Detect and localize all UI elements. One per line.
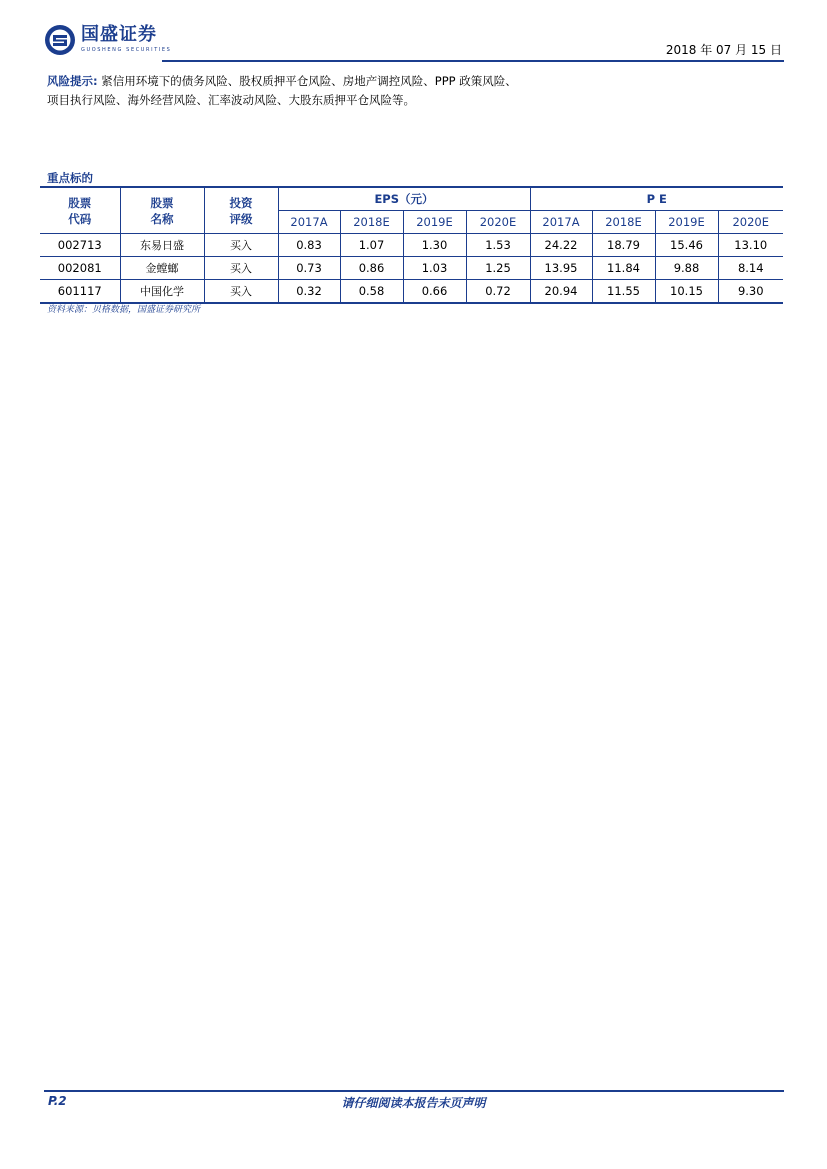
eps-year-header: 2018E xyxy=(340,211,403,234)
eps-value: 1.07 xyxy=(340,234,403,257)
disclaimer-note: 请仔细阅读本报告末页声明 xyxy=(341,1096,486,1110)
key-stocks-table xyxy=(40,186,783,304)
header-pe: P E xyxy=(530,187,783,211)
eps-year-header: 2019E xyxy=(403,211,466,234)
table-row xyxy=(40,280,783,304)
stock-name: 金螳螂 xyxy=(120,257,204,280)
table-title: 重点标的 xyxy=(47,171,93,185)
eps-year-header: 2020E xyxy=(466,211,530,234)
risk-warning xyxy=(47,72,517,110)
eps-value: 0.73 xyxy=(278,257,340,280)
pe-value: 11.84 xyxy=(592,257,655,280)
pe-value: 20.94 xyxy=(530,280,592,304)
pe-value: 13.95 xyxy=(530,257,592,280)
header-divider xyxy=(162,60,784,62)
logo-subtitle: GUOSHENG SECURITIES xyxy=(81,47,172,53)
table-source: 资料来源：贝格数据，国盛证券研究所 xyxy=(47,305,201,315)
pe-year-header: 2019E xyxy=(655,211,718,234)
eps-value: 0.86 xyxy=(340,257,403,280)
stock-name: 东易日盛 xyxy=(120,234,204,257)
eps-year-header: 2017A xyxy=(278,211,340,234)
risk-label: 风险提示: xyxy=(47,74,98,88)
pe-year-header: 2020E xyxy=(718,211,783,234)
pe-value: 11.55 xyxy=(592,280,655,304)
stock-rating: 买入 xyxy=(204,280,278,304)
pe-year-header: 2017A xyxy=(530,211,592,234)
company-logo xyxy=(44,24,171,56)
pe-value: 10.15 xyxy=(655,280,718,304)
eps-value: 0.32 xyxy=(278,280,340,304)
pe-year-header: 2018E xyxy=(592,211,655,234)
guosheng-logo-icon xyxy=(44,24,76,56)
logo-name: 国盛证券 xyxy=(81,24,157,45)
pe-value: 9.88 xyxy=(655,257,718,280)
eps-value: 1.53 xyxy=(466,234,530,257)
stock-rating: 买入 xyxy=(204,234,278,257)
stock-code: 002081 xyxy=(40,257,120,280)
eps-value: 0.58 xyxy=(340,280,403,304)
report-date: 2018 年 07 月 15 日 xyxy=(665,43,782,57)
pe-value: 15.46 xyxy=(655,234,718,257)
header-eps: EPS（元） xyxy=(278,187,530,211)
pe-value: 9.30 xyxy=(718,280,783,304)
page-number: P.2 xyxy=(48,1094,67,1108)
eps-value: 0.83 xyxy=(278,234,340,257)
pe-value: 18.79 xyxy=(592,234,655,257)
pe-value: 13.10 xyxy=(718,234,783,257)
pe-value: 8.14 xyxy=(718,257,783,280)
stock-rating: 买入 xyxy=(204,257,278,280)
footer-divider xyxy=(44,1090,784,1092)
risk-text: 紧信用环境下的债务风险、股权质押平仓风险、房地产调控风险、PPP 政策风险、项目执行风险、海外经营风险、汇率波动风险、大股东质押平仓风险等。 xyxy=(47,74,517,107)
table-row xyxy=(40,234,783,257)
stock-code: 002713 xyxy=(40,234,120,257)
eps-value: 1.03 xyxy=(403,257,466,280)
header-stock-name: 股票 名称 xyxy=(120,187,204,234)
table-row xyxy=(40,257,783,280)
eps-value: 0.72 xyxy=(466,280,530,304)
eps-value: 1.25 xyxy=(466,257,530,280)
stock-name: 中国化学 xyxy=(120,280,204,304)
eps-value: 1.30 xyxy=(403,234,466,257)
pe-value: 24.22 xyxy=(530,234,592,257)
page-header xyxy=(44,24,784,62)
stock-code: 601117 xyxy=(40,280,120,304)
header-stock-code: 股票 代码 xyxy=(40,187,120,234)
header-rating: 投资 评级 xyxy=(204,187,278,234)
eps-value: 0.66 xyxy=(403,280,466,304)
